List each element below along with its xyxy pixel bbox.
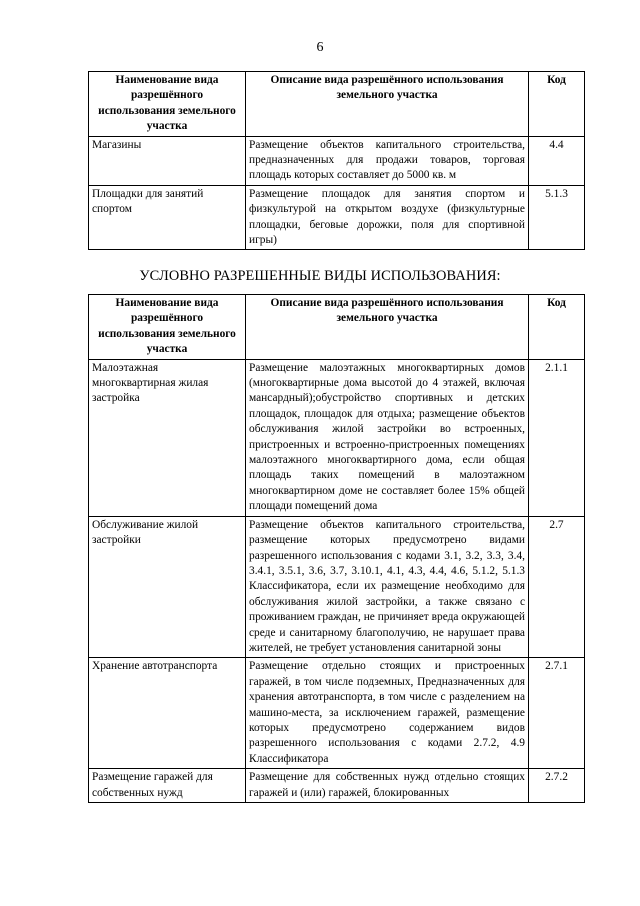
permitted-uses-table [88,71,585,250]
table-row [89,359,585,516]
table-row [89,516,585,658]
header-name: Наименование вида разрешённого использования земельного участка [89,295,246,360]
header-code: Код [529,72,585,137]
row-code: 2.7 [529,516,585,658]
row-code: 2.7.2 [529,769,585,803]
row-name: Хранение автотранспорта [89,658,246,769]
conditionally-permitted-uses-table [88,294,585,803]
row-name: Магазины [89,136,246,185]
row-name: Обслуживание жилой застройки [89,516,246,658]
row-name: Площадки для занятий спортом [89,185,246,250]
row-description: Размещение объектов капитального строительства, предназначенных для продажи товаров, торговая площадь которых составляет до 5000 кв. м [246,136,529,185]
table-row [89,185,585,250]
table-header-row [89,295,585,360]
section-heading: УСЛОВНО РАЗРЕШЕННЫЕ ВИДЫ ИСПОЛЬЗОВАНИЯ: [139,268,501,284]
row-name: Размещение гаражей для собственных нужд [89,769,246,803]
row-code: 2.7.1 [529,658,585,769]
row-name: Малоэтажная многоквартирная жилая застройка [89,359,246,516]
header-description: Описание вида разрешённого использования земельного участка [246,295,529,360]
row-description: Размещение отдельно стоящих и пристроенных гаражей, в том числе подземных, Предназначенных для хранения автотранспорта, в том числе с разделением на машино-места, за исключением гаражей, размещение которых предусмотрено содержанием видов разрешенного использования с кодами 2.7.2, 4.9 Классификатора [246,658,529,769]
header-name: Наименование вида разрешённого использования земельного участка [89,72,246,137]
row-code: 4.4 [529,136,585,185]
table-header-row [89,72,585,137]
header-description: Описание вида разрешённого использования земельного участка [246,72,529,137]
table-row [89,136,585,185]
table-row [89,658,585,769]
page-number: 6 [316,40,324,55]
row-code: 2.1.1 [529,359,585,516]
row-description: Размещение площадок для занятия спортом и физкультурой на открытом воздухе (физкультурные площадки, беговые дорожки, поля для спортивной игры) [246,185,529,250]
row-description: Размещение для собственных нужд отдельно стоящих гаражей и (или) гаражей, блокированных [246,769,529,803]
header-code: Код [529,295,585,360]
row-description: Размещение малоэтажных многоквартирных домов (многоквартирные дома высотой до 4 этажей, включая мансардный);обустройство спортивных и детских площадок, площадок для отдыха; размещение объектов обслуживания жилой застройки во встроенных, пристроенных и встроенно-пристроенных помещениях малоэтажного многоквартирного дома, если общая площадь таких помещений в малоэтажном многоквартирном доме не составляет более 15% общей площади помещений дома [246,359,529,516]
table-row [89,769,585,803]
row-description: Размещение объектов капитального строительства, размещение которых предусмотрено видами разрешенного использования с кодами 3.1, 3.2, 3.3, 3.4, 3.4.1, 3.5.1, 3.6, 3.7, 3.10.1, 4.1, 4.3, 4.4, 4.6, 5.1.2, 5.1.3 Классификатора, если их размещение необходимо для обслуживания жилой застройки, а также связано с проживанием граждан, не причиняет вреда окружающей среде и санитарному благополучию, не нарушает права жителей, не требует установления санитарной зоны [246,516,529,658]
row-code: 5.1.3 [529,185,585,250]
